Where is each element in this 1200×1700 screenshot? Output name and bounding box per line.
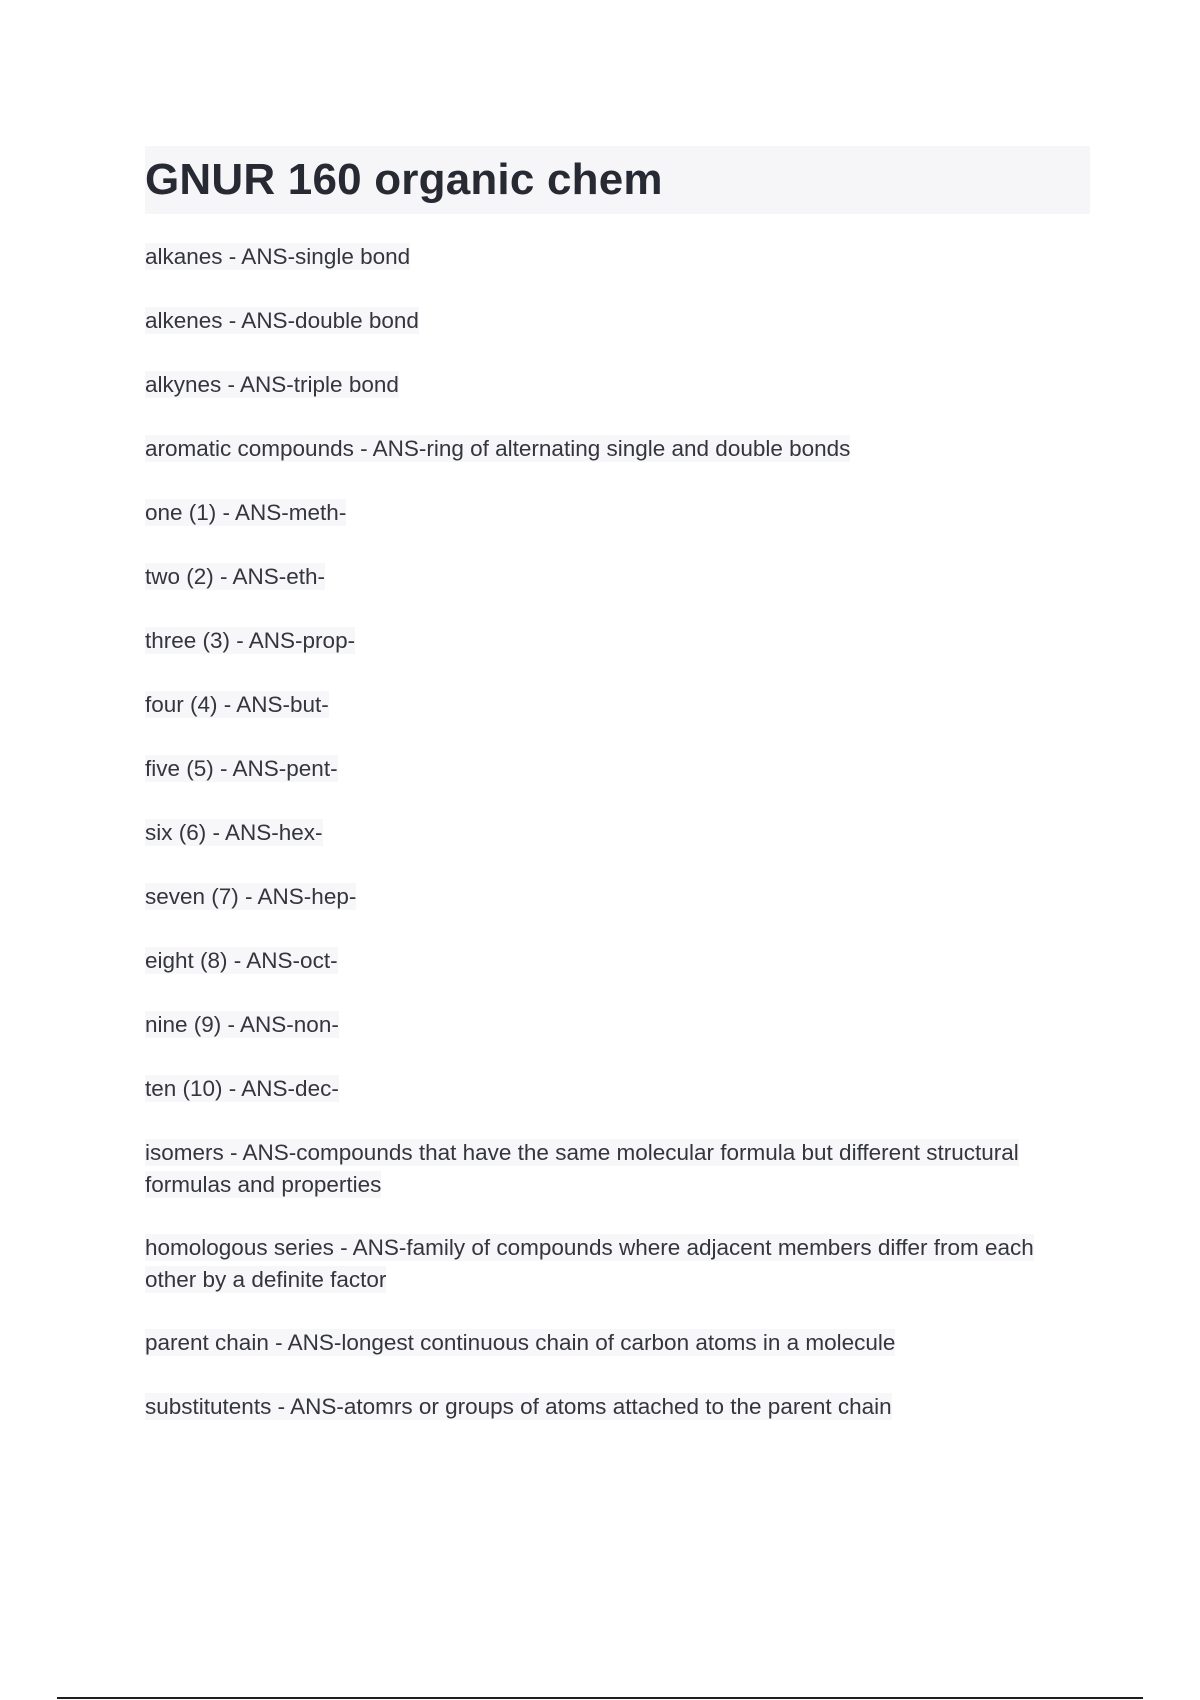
- term-text: five (5) - ANS-pent-: [145, 756, 338, 781]
- term-text: parent chain - ANS-longest continuous chain of carbon atoms in a molecule: [145, 1330, 896, 1355]
- term-text: nine (9) - ANS-non-: [145, 1012, 339, 1037]
- term-text: alkanes - ANS-single bond: [145, 244, 411, 269]
- list-item: [145, 753, 1090, 785]
- term-text: alkenes - ANS-double bond: [145, 308, 419, 333]
- list-item: [145, 1073, 1090, 1105]
- list-item: [145, 1327, 1090, 1359]
- list-item: [145, 1391, 1090, 1423]
- term-text: eight (8) - ANS-oct-: [145, 948, 338, 973]
- term-text: three (3) - ANS-prop-: [145, 628, 356, 653]
- term-text: isomers - ANS-compounds that have the same molecular formula but different structural formulas and properties: [145, 1140, 1019, 1197]
- list-item: [145, 241, 1090, 273]
- list-item: [145, 1009, 1090, 1041]
- term-text: alkynes - ANS-triple bond: [145, 372, 399, 397]
- term-text: substitutents - ANS-atomrs or groups of atoms attached to the parent chain: [145, 1394, 892, 1419]
- list-item: [145, 881, 1090, 913]
- list-item: [145, 689, 1090, 721]
- term-text: homologous series - ANS-family of compounds where adjacent members differ from each other by a definite factor: [145, 1235, 1034, 1292]
- page-title: GNUR 160 organic chem: [145, 155, 663, 204]
- term-text: aromatic compounds - ANS-ring of alternating single and double bonds: [145, 436, 851, 461]
- list-item: [145, 1232, 1090, 1296]
- term-text: six (6) - ANS-hex-: [145, 820, 323, 845]
- term-list: [145, 241, 1090, 1455]
- list-item: [145, 561, 1090, 593]
- list-item: [145, 433, 1090, 465]
- term-text: one (1) - ANS-meth-: [145, 500, 347, 525]
- term-text: four (4) - ANS-but-: [145, 692, 329, 717]
- list-item: [145, 1137, 1090, 1201]
- term-text: ten (10) - ANS-dec-: [145, 1076, 339, 1101]
- list-item: [145, 305, 1090, 337]
- list-item: [145, 625, 1090, 657]
- list-item: [145, 497, 1090, 529]
- term-text: two (2) - ANS-eth-: [145, 564, 326, 589]
- footer-divider: [57, 1697, 1143, 1699]
- list-item: [145, 369, 1090, 401]
- list-item: [145, 817, 1090, 849]
- page-title-box: [145, 146, 1090, 214]
- list-item: [145, 945, 1090, 977]
- term-text: seven (7) - ANS-hep-: [145, 884, 357, 909]
